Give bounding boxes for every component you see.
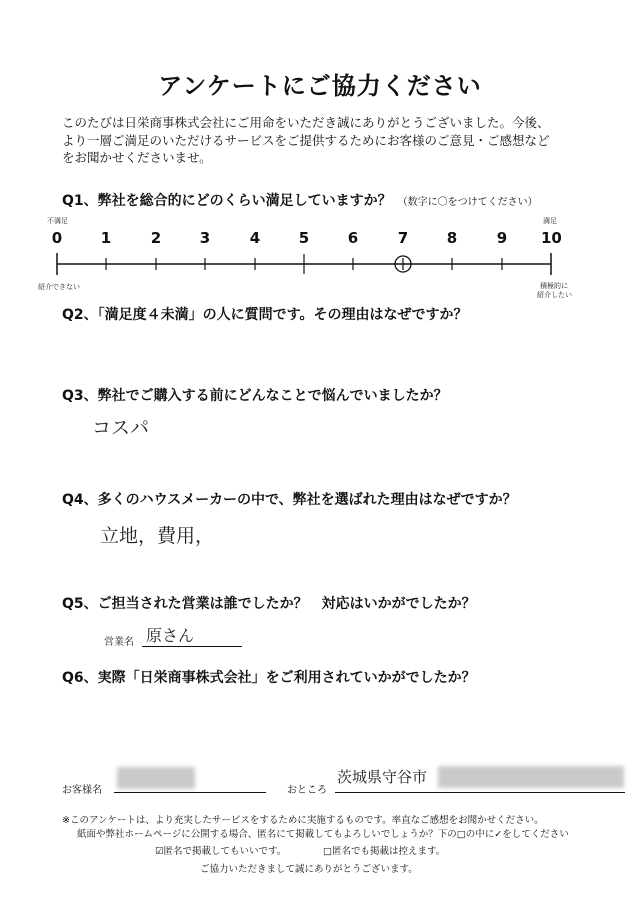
address-underline	[335, 792, 625, 793]
option-anonymous-label: 匿名で掲載してもいいです。	[163, 846, 287, 857]
scale-number[interactable]: 8	[446, 229, 458, 247]
scale-number[interactable]: 0	[51, 229, 63, 247]
scale-number[interactable]: 4	[249, 229, 261, 247]
scale-number[interactable]: 5	[298, 229, 310, 247]
scale-number[interactable]: 2	[150, 229, 162, 247]
checkbox-checked[interactable]: ☑	[155, 846, 164, 857]
address-answer[interactable]: 茨城県守谷市	[337, 768, 428, 786]
question-3: Q3、弊社でご購入する前にどんなことで悩んでいましたか？	[62, 388, 448, 404]
sales-name-label: 営業名	[104, 637, 134, 648]
satisfaction-scale-line	[40, 250, 580, 280]
option-decline[interactable]	[323, 843, 445, 857]
question-1-text: Q1、弊社を総合的にどのくらい満足していますか？	[62, 193, 392, 209]
footer-note-2: 紙面や弊社ホームページに公開する場合、匿名にて掲載してもよろしいでしょうか？下の□の中に✓をしてください	[77, 829, 569, 840]
scale-right-bottom-label-2: 紹介したい	[537, 291, 572, 299]
answer-3[interactable]: コスパ	[92, 417, 150, 439]
scale-number[interactable]: 3	[199, 229, 211, 247]
scale-right-bottom-label-1: 積極的に	[540, 282, 568, 290]
question-4: Q4、多くのハウスメーカーの中で、弊社を選ばれた理由はなぜですか？	[62, 492, 517, 508]
option-decline-label: 匿名でも掲載は控えます。	[331, 846, 446, 857]
checkbox-empty[interactable]: □	[323, 846, 332, 857]
intro-line: をお聞かせくださいませ。	[62, 150, 212, 165]
intro-line: このたびは日栄商事株式会社にご用命をいただき誠にありがとうございました。今後、	[62, 115, 550, 130]
question-1	[62, 190, 538, 210]
customer-name-redacted	[117, 767, 195, 789]
question-6: Q6、実際「日栄商事株式会社」をご利用されていかがでしたか？	[62, 670, 476, 686]
answer-4[interactable]: 立地，費用，	[100, 525, 215, 547]
scale-left-bottom-label: 紹介できない	[38, 283, 80, 291]
address-label: おところ	[287, 785, 327, 796]
page-title: アンケートにご協力ください	[158, 72, 482, 100]
thanks-note: ご協力いただきまして誠にありがとうございます。	[200, 864, 418, 875]
scale-number[interactable]: 9	[496, 229, 508, 247]
scale-number[interactable]: 6	[347, 229, 359, 247]
scale-number[interactable]: 1	[100, 229, 112, 247]
question-2: Q2、「満足度４未満」の人に質問です。その理由はなぜですか？	[62, 307, 468, 323]
intro-line: より一層ご満足のいただけるサービスをご提供するためにお客様のご意見・ご感想など	[62, 132, 550, 148]
footer-note-1: ※このアンケートは、より充実したサービスをするために実施するものです。率直なご感想をお聞かせください。	[62, 815, 544, 826]
sales-name-underline	[142, 646, 242, 647]
customer-name-label: お客様名	[62, 785, 102, 796]
question-1-note: （数字に〇をつけてください）	[397, 197, 538, 208]
scale-left-label: 不満足	[47, 217, 68, 225]
customer-name-underline	[114, 792, 266, 793]
scale-right-label: 満足	[543, 217, 557, 225]
scale-number[interactable]: 10	[541, 229, 562, 247]
sales-name-answer[interactable]: 原さん	[146, 626, 195, 645]
scale-number[interactable]: 7	[397, 229, 409, 247]
intro-text	[62, 114, 582, 167]
question-5: Q5、ご担当された営業は誰でしたか？ 対応はいかがでしたか？	[62, 596, 476, 612]
option-anonymous[interactable]	[155, 843, 286, 857]
address-redacted	[438, 766, 624, 788]
